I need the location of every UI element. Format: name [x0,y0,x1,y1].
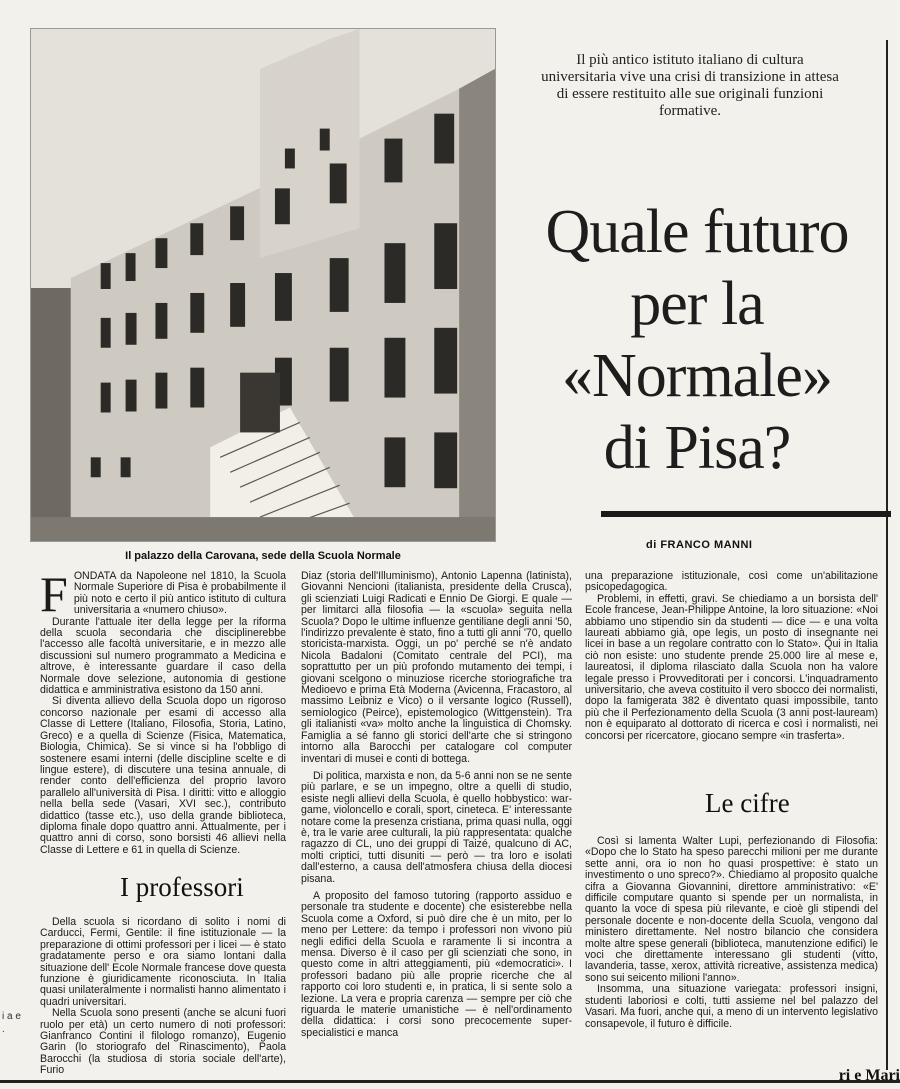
paragraph: Così si lamenta Walter Lupi, perfezionando di Filosofia: «Dopo che lo Stato ha speso parecchi milioni per me durante sette anni, ora io non ho quasi prospettive: è stato un investimento o uno spreco?». Chiediamo al proposito qualche cifra a Giovanna Giovannini, direttore amministrativo: «E' difficile computare quanto si spende per un normalista, in quanto la voce di spesa più rilevante, e cioè gli stipendi del personale docente e non-docente della Scuola, vengono dal ministero direttamente. Nel nostro bilancio che considera molte altre spese generali (biblioteca, manutenzione edifici) le voci che direttamente interessano gli studenti (vitto, lavanderia, tasse, xerox, attività ricreative, assistenza medica) sono sui seicento milioni l'anno». [585,835,878,984]
text-column-2 [301,571,572,1039]
paragraph: Di politica, marxista e non, da 5-6 anni non se ne sente più parlare, e se un impegno, oltre a quelli di studio, esiste negli allievi della Scuola, è quello hobbystico: war-game, violoncello e corali, sport, cineteca. E' interessante notare come la presenza cristiana, prima quasi nulla, oggi è, tra le varie aree culturali, la più rappresentata: qualche ragazzo di CL, uno dei gruppi di Taizé, qualcuno di AC, molti criptici, tutti disuniti — però — tra loro e isolati dall'esterno, a causa dell'atmosfera chiusa della diocesi pisana. [301,769,572,885]
bottom-rule [0,1080,900,1083]
paragraph: Della scuola si ricordano di solito i nomi di Carducci, Fermi, Gentile: il fine istituzionale — la preparazione di ottimi professori per i licei — è stato gradatamente perso e ora siamo lontani dalla situazione dell' Ecole Normale francese dove questa funzione è giuridicamente riconosciuta. In Italia quasi unilateralmente i normalisti hanno alimentato i quadri universitari. [40,916,286,1008]
text-column-1 [40,566,286,856]
margin-fragment: i a e . [2,1011,21,1035]
photo-caption: Il palazzo della Carovana, sede della Scuola Normale [125,550,401,562]
paragraph: Si diventa allievo della Scuola dopo un rigoroso concorso nazionale per esami di accesso alla Classe di Lettere (Italiano, Filosofia, Storia, Latino, Greco) e a quella di Scienze (Fisica, Matematica, Biologia, Chimica). Se si vince si ha l'obbligo di sostenere esami interni (delle discipline scelte e di lingue estere), di discutere una tesina annuale, di render conto dell'efficienza del proprio lavoro parallelo all'università di Pisa. I diritti: vitto e alloggio nella bella sede (Vasari, XVI sec.), contributo didattico (tasse etc.), uso della grande biblioteca, diploma finale dopo quattro anni. Attualmente, per i quattro anni di corso, sono borsisti 46 allievi nella Classe di Lettere e 61 in quella di Scienze. [40,695,286,856]
column-rule [886,40,888,1070]
headline-line: per la [630,270,764,338]
footer-fragment: ri e Mari [838,1067,900,1084]
headline-line: Quale futuro [545,198,849,266]
subheading: Le cifre [705,788,790,818]
text-column-3-lower [585,836,878,1030]
text-column-3 [585,571,878,742]
subheading: I professori [120,872,244,902]
paragraph: Durante l'attuale iter della legge per la riforma della scuola secondaria che disciplinerebbe l'accesso alle facoltà universitarie, e in mezzo alle discussioni sul numero programmato a Medicina e altrove, è interessante guardare il caso della Normale dove selezione, autonomia di gestione didattica e amministrativa esistono da 150 anni. [40,615,286,697]
headline-line: di Pisa? [603,414,791,482]
byline: di FRANCO MANNI [646,539,753,551]
paragraph: A proposito del famoso tutoring (rapporto assiduo e personale tra studente e docente) che esisterebbe nella Scuola come a Oxford, si può dire che è un mito, per lo meno per Lettere: da tempo i professori non vivono più negli edifici della Scuola e raramente li si incontra a mensa. Diverso è il caso per gli scienziati che sono, in questo come in altri atteggiamenti, più «democratici». I professori badano più alle proprie ricerche che al rapporto coi loro studenti e, in pratica, li si sente solo a lezione. La vera e propria carenza — sempre per ciò che riguarda le materie umanistiche — è nell'ordinamento della didattica: i corsi sono precocemente super-specialistici e manca [301,889,572,1039]
paragraph: Diaz (storia dell'Illuminismo), Antonio Lapenna (latinista), Giovanni Nencioni (italianista, presidente della Crusca), gli scienziati Luigi Radicati e Ennio De Giorgi. E quale — per limitarci alla filosofia — la «scuola» seguita nella Scuola? Dopo le ultime influenze gentiliane degli anni '50, l'indirizzo prevalente è stato, fino a tutti gli anni '70, quello storicista-marxista. Oggi, un po' perché se n'è andato Nicola Badaloni (Comitato centrale del PCI), ma soprattutto per un più profondo mutamento dei tempi, i giovani scelgono o minuziose ricerche storiografiche tra Medioevo e prima Età Moderna (Avicenna, Fracastoro, al massimo Leibniz e Vico) o il versante logico (Russell), semiologico (Peirce), epistemologico (Wittgenstein). Tra gli italianisti «va» molto anche la linguistica di Chomsky. Famiglia a sé fanno gli storici dell'arte che si stringono intorno alla Barocchi per catalogare col computer inventari di musei e conti di bottega. [301,570,572,765]
headline [512,196,882,484]
headline-line: «Normale» [562,342,832,410]
drop-cap: F [40,566,68,622]
byline-rule [601,511,891,517]
article-kicker: Il più antico istituto italiano di cultura universitaria vive una crisi di transizione in attesa di essere restituito alle sue originali funzioni formative. [541,52,839,119]
paragraph: Insomma, una situazione variegata: professori insigni, studenti laboriosi e colti, tutti assieme nel bel palazzo del Vasari. Ma fuori, anche qui, a meno di un intervento legislativo consapevole, il futuro è difficile. [585,983,878,1030]
paragraph: Nella Scuola sono presenti (anche se alcuni fuori ruolo per età) un certo numero di noti professori: Gianfranco Contini il filologo romanzo), Eugenio Garin (lo storiografo del Rinascimento), Paola Barocchi (la studiosa di storia sociale dell'arte), Furio [40,1007,286,1077]
text-column-1-lower [40,917,286,1077]
paragraph: ONDATA da Napoleone nel 1810, la Scuola Normale Superiore di Pisa è probabilmente il più noto e certo il più antico istituto di cultura universitaria a «numero chiuso». [73,570,286,617]
paragraph: una preparazione istituzionale, così come un'abilitazione psicopedagogica. [585,570,878,594]
building-photo [30,28,496,542]
paragraph: Problemi, in effetti, gravi. Se chiediamo a un borsista dell' Ecole francese, Jean-Philippe Antoine, la loro situazione: «Noi abbiamo uno stipendio sin da studenti — dice — e una volta laureati abbiamo già, ope legis, un posto di insegnante nei licei in base a un regolare contratto con lo Stato». Qui in Italia ciò non esiste: uno studente prende 25.000 lire al mese e, laureatosi, il diploma rilasciato dalla Scuola non ha valore legale presso i Provveditorati per i concorsi. L'inquadramento universitario, che aveva costituito il vero sbocco dei normalisti, dopo la famigerata 382 è diventato quasi impossibile, tanto più che il Perfezionamento della Scuola (3 anni post-lauream) non è equiparato al dottorato di ricerca e così i normalisti, nei concorsi per ricercatore, giocano sempre «in trasferta». [585,592,878,742]
